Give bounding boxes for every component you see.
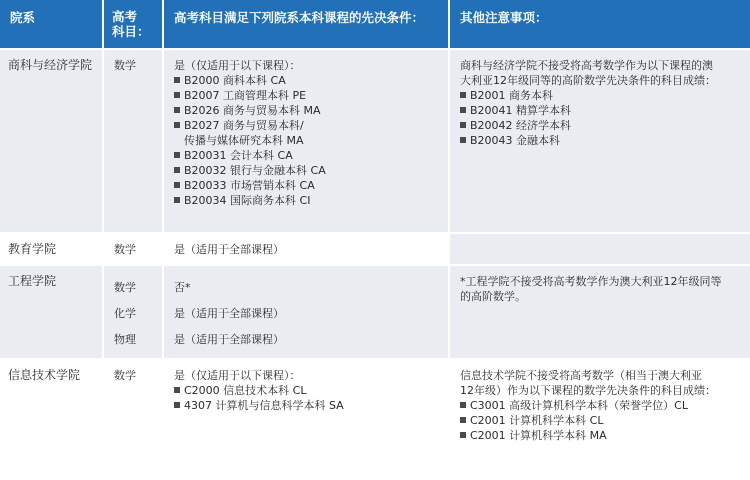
- square-bullet-icon: [460, 402, 466, 408]
- list-item: 4307 计算机与信息科学本科 SA: [174, 398, 440, 413]
- square-bullet-icon: [174, 77, 180, 83]
- notes-cell: [450, 234, 750, 264]
- list-item: B2001 商务本科: [460, 88, 742, 103]
- notes-text: 的高阶数学。: [460, 290, 526, 303]
- table-row-business: [0, 50, 750, 232]
- prereq-chemistry: 是（适用于全部课程）: [174, 307, 284, 320]
- course-list: [174, 383, 440, 413]
- excluded-course-list: [460, 398, 742, 443]
- list-item: B2026 商务与贸易本科 MA: [174, 103, 440, 118]
- faculty-cell: 教育学院: [0, 234, 104, 264]
- square-bullet-icon: [174, 152, 180, 158]
- table-row-engineering: [0, 266, 750, 358]
- square-bullet-icon: [460, 137, 466, 143]
- list-item: B20031 会计本科 CA: [174, 148, 440, 163]
- header-faculty: 院系: [0, 0, 104, 48]
- square-bullet-icon: [174, 107, 180, 113]
- list-item: B20042 经济学本科: [460, 118, 742, 133]
- header-prerequisite: 高考科目满足下列院系本科课程的先决条件：: [164, 0, 450, 48]
- header-subject-line1: 高考: [112, 9, 138, 24]
- subject-cell: 数学: [104, 234, 164, 264]
- prerequisite-cell: 是（适用于全部课程）: [164, 234, 450, 264]
- notes-text: 商科与经济学院不接受将高考数学作为以下课程的澳: [460, 59, 713, 72]
- square-bullet-icon: [174, 402, 180, 408]
- list-item: C2001 计算机科学本科 MA: [460, 428, 742, 443]
- prereq-math: 否*: [174, 281, 191, 294]
- notes-text: 信息技术学院不接受将高考数学（相当于澳大利亚: [460, 369, 702, 382]
- subject-chemistry: 化学: [114, 307, 136, 320]
- faculty-cell: 工程学院: [0, 266, 104, 358]
- list-item: B20034 国际商务本科 CI: [174, 193, 440, 208]
- notes-text: 12年级）作为以下课程的数学先决条件的科目成绩：: [460, 384, 716, 397]
- list-item: B20033 市场营销本科 CA: [174, 178, 440, 193]
- square-bullet-icon: [174, 122, 180, 128]
- prereq-intro: 是（仅适用于以下课程）：: [174, 59, 301, 72]
- square-bullet-icon: [174, 387, 180, 393]
- prerequisite-cell: [164, 50, 450, 232]
- subject-cell: 数学: [104, 50, 164, 232]
- square-bullet-icon: [460, 432, 466, 438]
- list-item: B2027 商务与贸易本科/ 传播与媒体研究本科 MA: [174, 118, 440, 148]
- header-subject-line2: 科目：: [112, 24, 150, 39]
- faculty-cell: 商科与经济学院: [0, 50, 104, 232]
- subject-physics: 物理: [114, 333, 136, 346]
- table-row-education: [0, 234, 750, 264]
- subject-cell: [104, 266, 164, 358]
- square-bullet-icon: [174, 92, 180, 98]
- list-item: B20043 金融本科: [460, 133, 742, 148]
- notes-cell: [450, 266, 750, 358]
- prereq-physics: 是（适用于全部课程）: [174, 333, 284, 346]
- list-item: B2007 工商管理本科 PE: [174, 88, 440, 103]
- list-item-continuation: 传播与媒体研究本科 MA: [184, 134, 304, 147]
- table-row-it: [0, 360, 750, 478]
- header-subject: [104, 0, 164, 48]
- square-bullet-icon: [174, 197, 180, 203]
- list-item: B2000 商科本科 CA: [174, 73, 440, 88]
- subject-cell: 数学: [104, 360, 164, 478]
- course-list: [174, 73, 440, 208]
- list-item: C3001 高级计算机科学本科（荣誉学位）CL: [460, 398, 742, 413]
- notes-cell: [450, 50, 750, 232]
- square-bullet-icon: [174, 167, 180, 173]
- notes-text: *工程学院不接受将高考数学作为澳大利亚12年级同等: [460, 275, 722, 288]
- prereq-intro: 是（仅适用于以下课程）：: [174, 369, 301, 382]
- subject-math: 数学: [114, 281, 136, 294]
- faculty-cell: 信息技术学院: [0, 360, 104, 478]
- prerequisite-cell: [164, 360, 450, 478]
- list-item: C2000 信息技术本科 CL: [174, 383, 440, 398]
- square-bullet-icon: [460, 107, 466, 113]
- notes-cell: [450, 360, 750, 478]
- list-item: B20032 银行与金融本科 CA: [174, 163, 440, 178]
- square-bullet-icon: [174, 182, 180, 188]
- table-header-row: [0, 0, 750, 48]
- square-bullet-icon: [460, 92, 466, 98]
- square-bullet-icon: [460, 122, 466, 128]
- header-notes: 其他注意事项：: [450, 0, 750, 48]
- list-item: C2001 计算机科学本科 CL: [460, 413, 742, 428]
- excluded-course-list: [460, 88, 742, 148]
- square-bullet-icon: [460, 417, 466, 423]
- notes-text: 大利亚12年级同等的高阶数学先决条件的科目成绩：: [460, 74, 716, 87]
- list-item: B20041 精算学本科: [460, 103, 742, 118]
- prerequisite-cell: [164, 266, 450, 358]
